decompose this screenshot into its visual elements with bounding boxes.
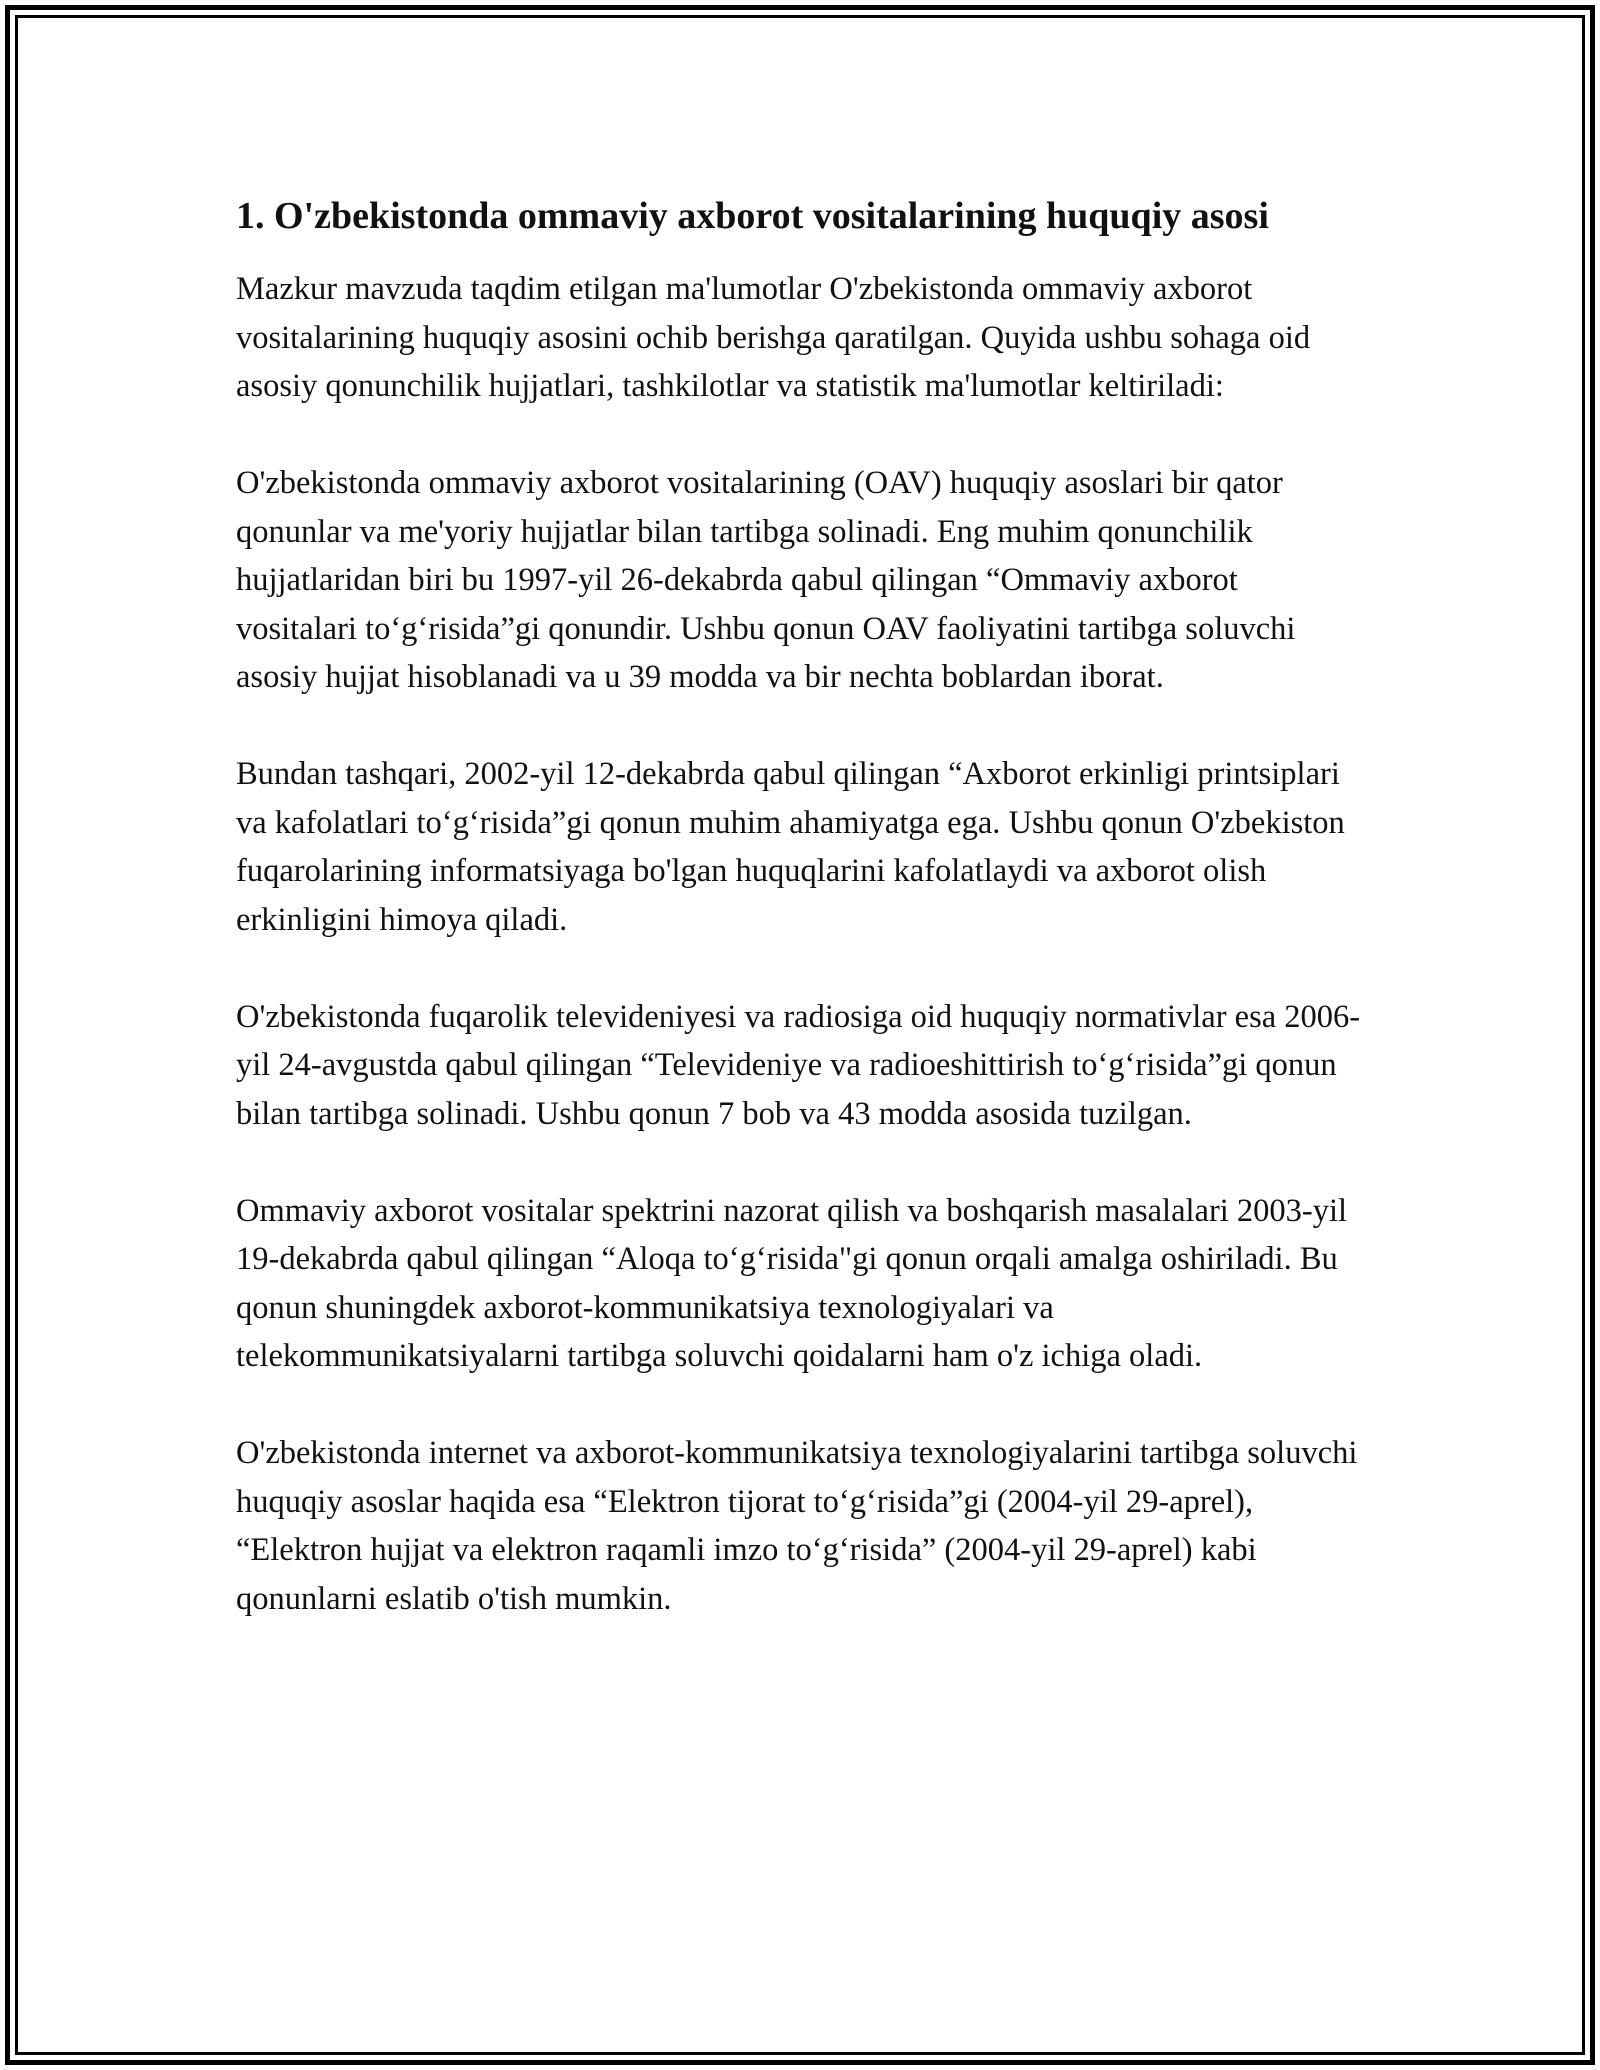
paragraph-television-radio-law: O'zbekistonda fuqarolik televideniyesi va radiosiga oid huquqiy normativlar esa 2006-yil 24-avgustda qabul qilingan “Televideniye va radioeshittirish to‘g‘risida”gi qonun bilan tartibga solinadi. Ushbu qonun 7 bob va 43 modda asosida tuzilgan.: [236, 998, 1361, 1132]
paragraph-intro: Mazkur mavzuda taqdim etilgan ma'lumotlar O'zbekistonda ommaviy axborot vositalarining huquqiy asosini ochib berishga qaratilgan. Quyida ushbu sohaga oid asosiy qonunchilik hujjatlari, tashkilotlar va statistik ma'lumotlar keltiriladi:: [236, 271, 1311, 404]
paragraph-mass-media-law: O'zbekistonda ommaviy axborot vositalarining (OAV) huquqiy asoslari bir qator qonunlar va me'yoriy hujjatlar bilan tartibga solinadi. Eng muhim qonunchilik hujjatlaridan biri bu 1997-yil 26-dekabrda qabul qilingan “Ommaviy axborot vositalari to‘g‘risida”gi qonundir. Ushbu qonun OAV faoliyatini tartibga soluvchi asosiy hujjat hisoblanadi va u 39 modda va bir nechta boblardan iborat.: [236, 465, 1296, 695]
section-heading: 1. O'zbekistonda ommaviy axborot vositalarining huquqiy asosi: [236, 195, 1269, 237]
paragraph-internet-ict-laws: O'zbekistonda internet va axborot-kommunikatsiya texnologiyalarini tartibga soluvchi huquqiy asoslar haqida esa “Elektron tijorat to‘g‘risida”gi (2004-yil 29-aprel), “Elektron hujjat va elektron raqamli imzo to‘g‘risida” (2004-yil 29-aprel) kabi qonunlarni eslatib o'tish mumkin.: [236, 1435, 1358, 1617]
paragraph-communications-law: Ommaviy axborot vositalar spektrini nazorat qilish va boshqarish masalalari 2003-yil 19-dekabrda qabul qilingan “Aloqa to‘g‘risida"gi qonun orqali amalga oshiriladi. Bu qonun shuningdek axborot-kommunikatsiya texnologiyalari va telekommunikatsiyalarni tartibga soluvchi qoidalarni ham o'z ichiga oladi.: [236, 1192, 1348, 1374]
paragraph-freedom-of-information-law: Bundan tashqari, 2002-yil 12-dekabrda qabul qilingan “Axborot erkinligi printsiplari va kafolatlari to‘g‘risida”gi qonun muhim ahamiyatga ega. Ushbu qonun O'zbekiston fuqarolarining informatsiyaga bo'lgan huquqlarini kafolatlaydi va axborot olish erkinligini himoya qiladi.: [236, 756, 1345, 938]
document-body: [236, 190, 1366, 1672]
